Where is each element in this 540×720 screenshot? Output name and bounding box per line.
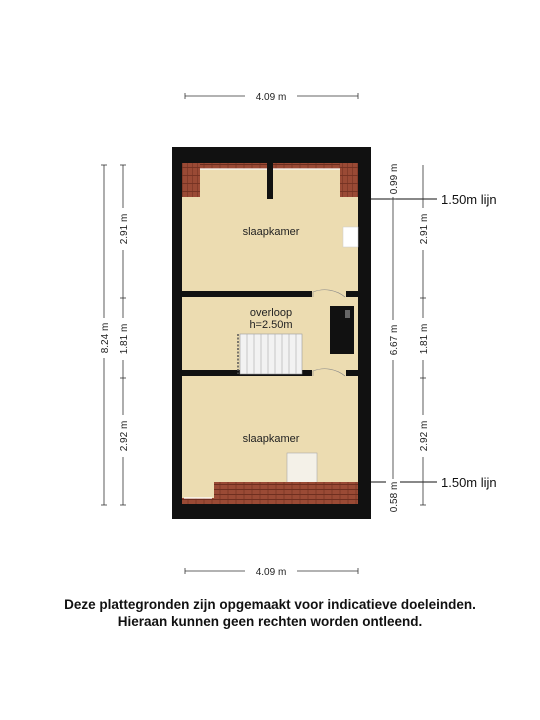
right-bottom-label: 0.58 m — [389, 481, 400, 513]
bottom-room-label: slaapkamer — [242, 433, 300, 445]
far-right-segment-dimension — [416, 165, 430, 505]
top-room-post — [267, 163, 273, 199]
left-middle-label: 1.81 m — [119, 323, 130, 355]
right-total-label: 6.67 m — [389, 324, 400, 356]
landing-height-label: h=2.50m — [249, 319, 293, 331]
right-dimension — [386, 161, 400, 515]
left-segment-dimension — [116, 165, 130, 505]
disclaimer-line-2: Hieraan kunnen geen rechten worden ontleend. — [117, 614, 423, 629]
left-total-label: 8.24 m — [100, 322, 111, 354]
top-width-label: 4.09 m — [255, 92, 287, 103]
top-room-fixture — [343, 227, 358, 247]
lijn-marker-top — [358, 192, 497, 207]
bottom-width-dimension — [185, 564, 358, 578]
left-upper-label: 2.91 m — [119, 213, 130, 245]
roof-tiles-top-right — [340, 163, 358, 197]
far-right-middle-label: 1.81 m — [419, 323, 430, 355]
disclaimer-line-1: Deze plattegronden zijn opgemaakt voor indicatieve doeleinden. — [64, 597, 476, 612]
landing-hatch — [330, 306, 354, 354]
lijn-marker-bottom — [358, 475, 497, 490]
lijn-label-top: 1.50m lijn — [441, 192, 497, 207]
far-right-upper-label: 2.91 m — [419, 213, 430, 245]
staircase — [238, 334, 302, 374]
left-total-dimension — [97, 165, 111, 505]
far-right-lower-label: 2.92 m — [419, 420, 430, 452]
top-width-dimension — [185, 89, 358, 103]
roof-tiles-top-left — [182, 163, 200, 197]
left-lower-label: 2.92 m — [119, 420, 130, 452]
top-room-label: slaapkamer — [242, 226, 300, 238]
roof-tiles-bottom — [214, 482, 358, 504]
right-top-label: 0.99 m — [389, 163, 400, 195]
skylight — [287, 453, 317, 483]
lijn-label-bottom: 1.50m lijn — [441, 475, 497, 490]
landing-label: overloop — [249, 307, 293, 319]
bottom-width-label: 4.09 m — [255, 567, 287, 578]
